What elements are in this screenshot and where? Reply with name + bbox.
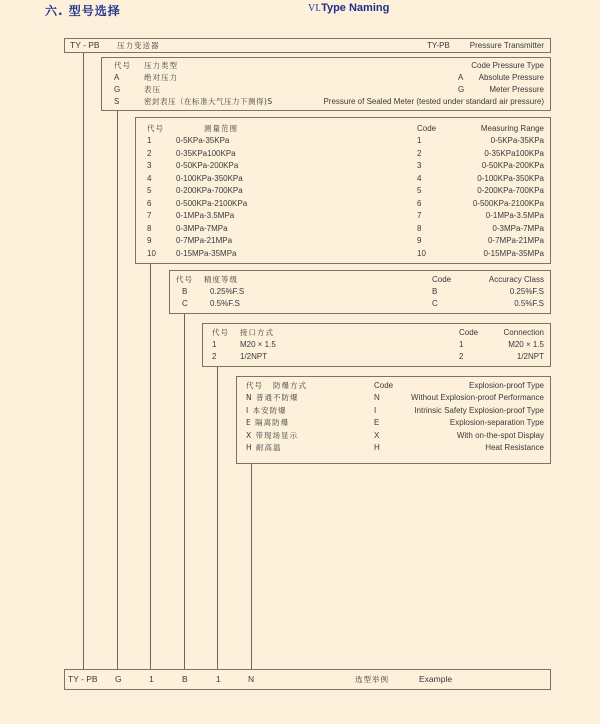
pressure-en: Meter Pressure — [489, 85, 544, 94]
range-row — [136, 248, 550, 259]
range-row — [136, 173, 550, 184]
explosion-row — [237, 442, 550, 453]
connector-line-accuracy — [184, 313, 185, 671]
connection-value: 1/2NPT — [240, 352, 268, 361]
explosion-cn: E 隔离防爆 — [246, 418, 290, 427]
range-value-en: 0-15MPa-35MPa — [483, 248, 544, 258]
range-value-en: 0-100KPa-350KPa — [477, 173, 544, 183]
explosion-cn: N 普通不防爆 — [246, 393, 299, 402]
pressure-cn: 绝对压力 — [144, 73, 178, 82]
pressure-code: S — [114, 97, 120, 106]
explosion-en: Without Explosion-proof Performance — [411, 393, 544, 402]
connector-line-range — [150, 263, 151, 671]
range-code: 2 — [147, 148, 152, 158]
section-title-en — [308, 2, 389, 14]
connection-value: M20 × 1.5 — [240, 340, 276, 349]
explosion-code: N — [374, 393, 380, 402]
pressure-code: G — [114, 85, 121, 94]
connection-code-en: 1 — [459, 340, 464, 349]
example-model: TY - PB — [68, 674, 98, 684]
range-code-en: 10 — [417, 248, 426, 258]
header-label-cn: 压力类型 — [144, 61, 178, 70]
range-code-en: 2 — [417, 148, 422, 158]
header-code-en: Code — [432, 275, 452, 284]
range-code-en: 4 — [417, 173, 422, 183]
range-value: 0-100KPa-350KPa — [176, 173, 243, 183]
header-label-cn: 精度等级 — [204, 275, 238, 284]
header-label-cn: 防爆方式 — [273, 381, 307, 390]
range-value: 0-50KPa-200KPa — [176, 161, 239, 170]
example-label-en: Example — [419, 674, 453, 684]
header-label-en: Explosion-proof Type — [468, 381, 544, 390]
pressure-code: A — [114, 73, 120, 82]
section-title-cn: 六. 型号选择 — [45, 4, 121, 18]
example-explosion: N — [248, 674, 255, 684]
explosion-en: Heat Resistance — [485, 443, 544, 452]
connection-code: 2 — [212, 352, 217, 361]
explosion-en: Intrinsic Safety Explosion-proof Type — [414, 405, 544, 415]
range-row — [136, 185, 550, 196]
range-row — [136, 223, 550, 234]
header-code-cn: 代号 — [246, 381, 263, 390]
range-code-en: 6 — [417, 198, 422, 208]
explosion-cn: X 带现场显示 — [246, 430, 299, 440]
range-row — [136, 148, 550, 159]
connection-value-en: M20 × 1.5 — [508, 340, 544, 349]
example-box — [64, 669, 551, 690]
range-value: 0-1MPa-3.5MPa — [176, 211, 235, 220]
pressure-cn: 密封表压（在标准大气压力下测得)S — [144, 97, 273, 106]
range-code: 5 — [147, 186, 152, 195]
explosion-proof-box — [236, 376, 551, 464]
explosion-cn: I 本安防爆 — [246, 405, 287, 415]
explosion-en: Explosion-separation Type — [449, 418, 544, 427]
pressure-en: Pressure of Sealed Meter (tested under standard air pressure) — [323, 97, 544, 106]
range-code: 1 — [147, 136, 152, 145]
connector-line-explosion — [251, 463, 252, 671]
accuracy-value: 0.25%F.S — [210, 287, 245, 296]
accuracy-box — [169, 270, 551, 314]
header-code-cn: 代号 — [147, 124, 164, 133]
accuracy-code: B — [182, 287, 188, 296]
example-accuracy: B — [182, 674, 188, 684]
range-code: 8 — [147, 223, 152, 233]
explosion-cn: H 耐高温 — [246, 443, 282, 452]
explosion-code: H — [374, 443, 380, 452]
pressure-cn: 表压 — [144, 85, 161, 94]
roman-numeral: VI. — [308, 3, 322, 14]
range-value: 0-35KPa100KPa — [176, 148, 236, 158]
header-code-cn: 代号 — [114, 61, 131, 70]
example-range: 1 — [149, 674, 154, 684]
range-value-en: 0-50KPa-200KPa — [481, 161, 544, 170]
pressure-en-code: A — [458, 73, 464, 82]
header-code-en: Code — [417, 124, 437, 133]
range-code: 6 — [147, 198, 152, 208]
example-connection: 1 — [216, 674, 221, 684]
connector-line-model — [83, 52, 84, 671]
accuracy-value-en: 0.5%F.S — [514, 299, 544, 308]
range-code: 4 — [147, 173, 152, 183]
title-text: Type Naming — [321, 2, 390, 14]
range-row — [136, 198, 550, 209]
range-code-en: 9 — [417, 236, 422, 245]
connector-line-pressure — [117, 110, 118, 671]
range-value: 0-5KPa-35KPa — [176, 136, 230, 145]
range-code-en: 7 — [417, 211, 422, 220]
range-value: 0-200KPa-700KPa — [176, 186, 243, 195]
range-code: 3 — [147, 161, 152, 170]
pressure-en: Absolute Pressure — [478, 73, 544, 82]
connection-box — [202, 323, 551, 367]
header-code-cn: 代号 — [176, 275, 193, 284]
range-row — [136, 210, 550, 221]
explosion-row — [237, 392, 550, 403]
model-name-en: Pressure Transmitter — [469, 41, 544, 50]
accuracy-value-en: 0.25%F.S — [509, 287, 544, 296]
pressure-en-code: G — [458, 85, 465, 94]
header-label-cn: 接口方式 — [240, 328, 274, 337]
example-pressure: G — [115, 674, 122, 684]
header-code-cn: 代号 — [212, 328, 229, 337]
range-value: 0-500KPa-2100KPa — [176, 198, 248, 208]
range-code-en: 1 — [417, 136, 422, 145]
explosion-code: X — [374, 430, 380, 440]
pressure-type-box — [101, 57, 551, 111]
range-value-en: 0-500KPa-2100KPa — [472, 198, 544, 208]
header-en: Code Pressure Type — [471, 61, 544, 70]
connection-value-en: 1/2NPT — [516, 352, 544, 361]
range-code: 9 — [147, 236, 152, 245]
connection-code: 1 — [212, 340, 217, 349]
range-value-en: 0-3MPa-7MPa — [492, 223, 544, 233]
example-label-cn: 选型举例 — [355, 675, 389, 684]
range-value-en: 0-1MPa-3.5MPa — [485, 211, 544, 220]
explosion-row — [237, 417, 550, 428]
range-value: 0-3MPa-7MPa — [176, 223, 228, 233]
range-value-en: 0-35KPa100KPa — [484, 148, 544, 158]
range-value: 0-15MPa-35MPa — [176, 248, 237, 258]
range-value-en: 0-7MPa-21MPa — [487, 236, 544, 245]
header-code-en: Code — [459, 328, 479, 337]
range-code-en: 5 — [417, 186, 422, 195]
model-code: TY - PB — [70, 40, 100, 50]
range-code-en: 3 — [417, 161, 422, 170]
explosion-row — [237, 430, 550, 441]
header-label-en: Accuracy Class — [488, 275, 544, 284]
measuring-range-box — [135, 117, 551, 264]
header-code-en: Code — [374, 381, 394, 390]
explosion-code: E — [374, 418, 380, 427]
explosion-code: I — [374, 405, 377, 415]
accuracy-code: C — [182, 299, 188, 308]
range-value-en: 0-200KPa-700KPa — [477, 186, 544, 195]
connection-code-en: 2 — [459, 352, 464, 361]
range-value-en: 0-5KPa-35KPa — [490, 136, 544, 145]
accuracy-value: 0.5%F.S — [210, 299, 240, 308]
header-label-en: Measuring Range — [480, 124, 544, 133]
range-row — [136, 160, 550, 171]
range-row — [136, 135, 550, 146]
header-label-cn: 测量范围 — [204, 124, 238, 133]
explosion-row — [237, 405, 550, 416]
model-code-en: TY-PB — [427, 41, 450, 50]
range-row — [136, 235, 550, 246]
range-code-en: 8 — [417, 223, 422, 233]
range-code: 10 — [147, 248, 156, 258]
range-value: 0-7MPa-21MPa — [176, 236, 233, 245]
model-box — [64, 38, 551, 53]
explosion-en: With on-the-spot Display — [456, 430, 544, 440]
range-code: 7 — [147, 211, 152, 220]
accuracy-code-en: B — [432, 287, 438, 296]
model-name-cn: 压力变送器 — [117, 41, 160, 50]
connector-line-connection — [217, 366, 218, 671]
header-label-en: Connection — [503, 328, 544, 337]
accuracy-code-en: C — [432, 299, 438, 308]
